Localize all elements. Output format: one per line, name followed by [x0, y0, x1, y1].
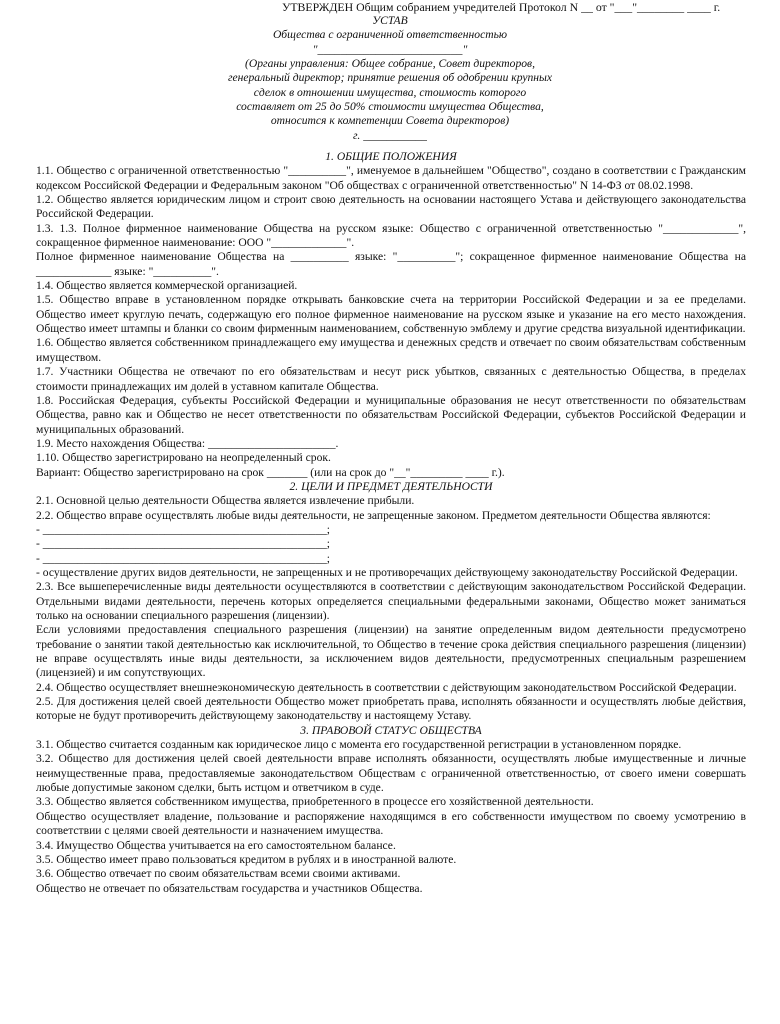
clause: Вариант: Общество зарегистрировано на срок _______ (или на срок до "__"_________ ____ г.).: [36, 465, 505, 479]
clause: 1.9. Место нахождения Общества: ______________________.: [36, 436, 339, 450]
section-title-general: 1. ОБЩИЕ ПОЛОЖЕНИЯ: [325, 150, 457, 163]
city-line: г. ___________: [353, 128, 427, 142]
clause: Общество осуществляет владение, пользование и распоряжение находящимся в его собственности имуществом по своему усмотрению в соответствии с целями своей деятельности и назначением имущества.: [36, 809, 746, 838]
clause: Если условиями предоставления специального разрешения (лицензии) на занятие определенным видом деятельности предусмотрено требование о занятии такой деятельностью как исключительной, то Общество в течение срока действия специального разрешения (лицензии) не вправе осуществлять иные виды деятельности, за исключением видов деятельности, предусмотренных специальным разрешением (лицензией) и им сопутствующих.: [36, 623, 746, 680]
governance-note-line: сделок в отношении имущества, стоимость которого: [253, 85, 527, 99]
clause: 1.8. Российская Федерация, субъекты Российской Федерации и муниципальные образования не несут ответственности по обязательствам Общества, равно как и Общество не несет ответственности по обязательствам Российской Федерации, субъектов Российской Федерации и муниципальных образований.: [36, 393, 746, 436]
clause: 3.6. Общество отвечает по своим обязательствам всеми своими активами.: [36, 867, 401, 881]
section-title-legal-status: 3. ПРАВОВОЙ СТАТУС ОБЩЕСТВА: [300, 723, 482, 737]
activity-blank: - _________________________________________________;: [36, 551, 331, 565]
clause: 2.1. Основной целью деятельности Общества является извлечение прибыли.: [36, 494, 415, 508]
clause: 1.4. Общество является коммерческой организацией.: [36, 279, 298, 293]
company-name-blank: "_________________________": [312, 42, 468, 56]
governance-note-line: относится к компетенции Совета директоров): [270, 114, 510, 128]
governance-note-line: генеральный директор; принятие решения об одобрении крупных: [227, 71, 553, 85]
clause: 3.1. Общество считается созданным как юридическое лицо с момента его государственной регистрации в установленном порядке.: [36, 738, 682, 752]
approval-line: УТВЕРЖДЕН Общим собранием учредителей Протокол N __ от "___"________ ____ г.: [282, 0, 721, 14]
clause: Полное фирменное наименование Общества на __________ языке: "__________"; сокращенное фирменное наименование Общества на _____________ языке: "__________".: [36, 250, 746, 278]
clause: 1.6. Общество является собственником принадлежащего ему имущества и денежных средств и отвечает по своим обязательствам собственным имуществом.: [36, 336, 746, 364]
clause: 1.10. Общество зарегистрировано на неопределенный срок.: [36, 451, 331, 465]
clause: 1.5. Общество вправе в установленном порядке открывать банковские счета на территории Российской Федерации и за ее пределами. Общество имеет круглую печать, содержащую его полное фирменное наименование на русском языке и указание на его место нахождения. Общество имеет штампы и бланки со своим фирменным наименованием, собственную эмблему и другие средства визуальной идентификации.: [36, 293, 746, 336]
clause: 2.5. Для достижения целей своей деятельности Общество может приобретать права, исполнять обязанности и осуществлять любые действия, которые не будут противоречить действующему законодательству и настоящему Уставу.: [36, 695, 746, 723]
activity-blank: - _________________________________________________;: [36, 537, 331, 551]
section-title-goals: 2. ЦЕЛИ И ПРЕДМЕТ ДЕЯТЕЛЬНОСТИ: [289, 479, 493, 493]
governance-note-line: (Органы управления: Общее собрание, Совет директоров,: [245, 57, 535, 71]
clause: - осуществление других видов деятельности, не запрещенных и не противоречащих действующему законодательству Российской Федерации.: [36, 565, 738, 579]
clause: 1.3. 1.3. Полное фирменное наименование Общества на русском языке: Общество с ограниченной ответственностью "_____________", сокращенное фирменное наименование: ООО "_____________".: [36, 221, 746, 250]
clause: 2.4. Общество осуществляет внешнеэкономическую деятельность в соответствии с действующим законодательством Российской Федерации.: [36, 680, 737, 694]
clause: 1.2. Общество является юридическим лицом и строит свою деятельность на основании настоящего Устава и действующего законодательства Российской Федерации.: [36, 193, 746, 221]
document-header: [0, 14, 780, 143]
clause: 1.1. Общество с ограниченной ответственностью "__________", именуемое в дальнейшем "Общество", создано в соответствии с Гражданским кодексом Российской Федерации и Федеральным законом "Об обществах с ограниченной ответственностью" N 14-ФЗ от 08.02.1998.: [36, 164, 746, 192]
document-body: [36, 150, 746, 896]
clause: 3.2. Общество для достижения целей своей деятельности вправе исполнять обязанности, осуществлять любые имущественные и личные неимущественные права, предоставляемые законодательством Обществам с ограниченной ответственностью, от своего имени совершать любые допустимые законом сделки, быть истцом и ответчиком в суде.: [36, 752, 746, 795]
clause: 3.3. Общество является собственником имущества, приобретенного в процессе его хозяйственной деятельности.: [36, 795, 594, 809]
document-subtitle: Общества с ограниченной ответственностью: [272, 28, 508, 42]
clause: Общество не отвечает по обязательствам государства и участников Общества.: [36, 881, 423, 895]
clause: 2.3. Все вышеперечисленные виды деятельности осуществляются в соответствии с действующим законодательством Российской Федерации. Отдельными видами деятельности, перечень которых определяется специальными федеральными законами, Общество может заниматься только на основании специального разрешения (лицензии).: [36, 580, 746, 622]
activity-blank: - _________________________________________________;: [36, 522, 331, 536]
clause: 1.7. Участники Общества не отвечают по его обязательствам и несут риск убытков, связанных с деятельностью Общества, в пределах стоимости принадлежащих им долей в уставном капитале Общества.: [36, 365, 746, 393]
clause: 2.2. Общество вправе осуществлять любые виды деятельности, не запрещенные законом. Предметом деятельности Общества являются:: [36, 508, 711, 522]
governance-note-line: составляет от 25 до 50% стоимости имущества Общества,: [236, 100, 544, 114]
document-title: УСТАВ: [372, 14, 408, 27]
clause: 3.4. Имущество Общества учитывается на его самостоятельном балансе.: [36, 838, 396, 852]
clause: 3.5. Общество имеет право пользоваться кредитом в рублях и в иностранной валюте.: [36, 852, 457, 866]
